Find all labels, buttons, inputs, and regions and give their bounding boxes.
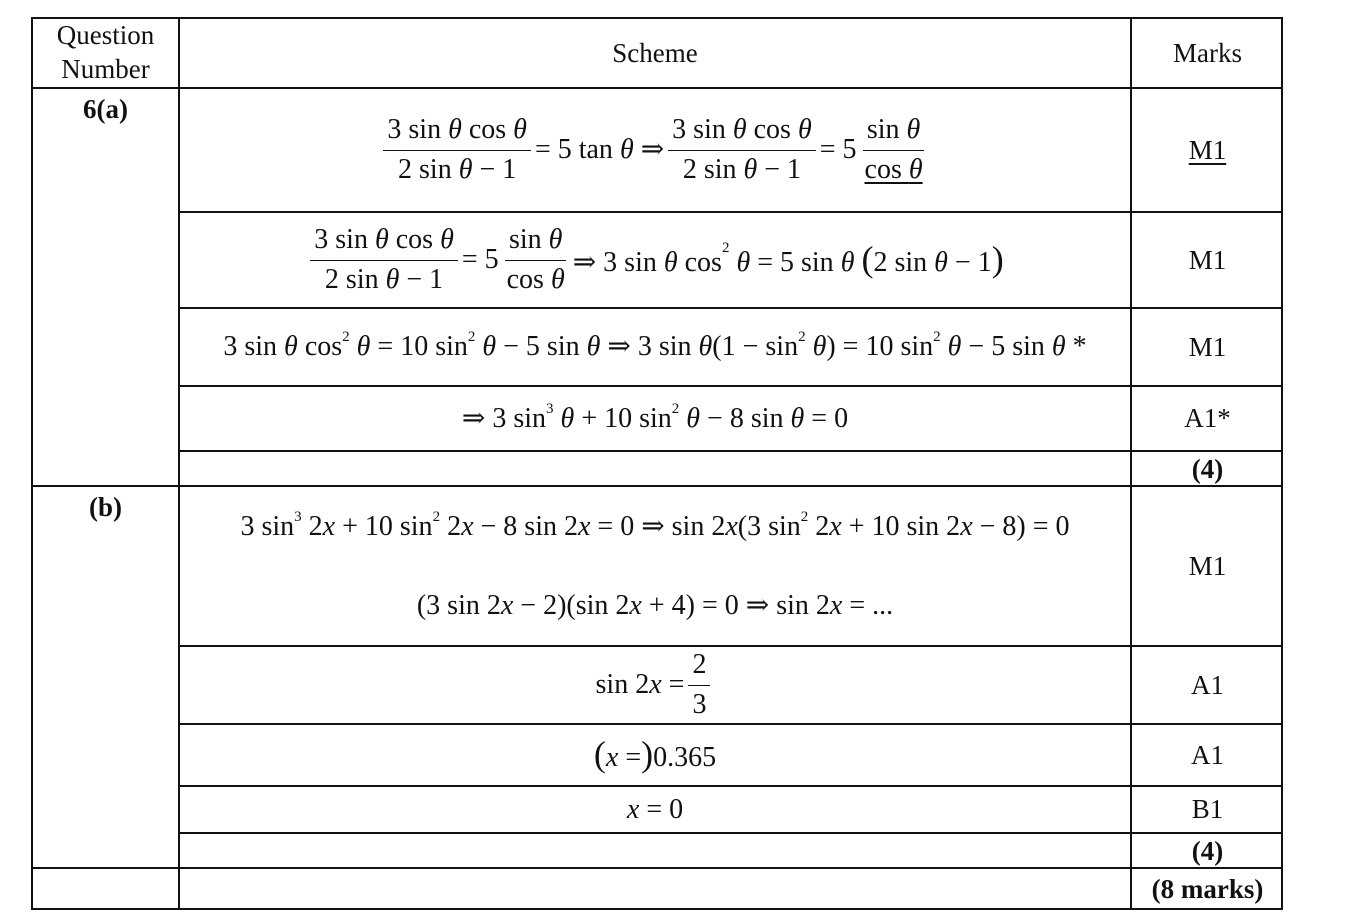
- part-a-total: [1132, 452, 1283, 485]
- mark-a-step-1-text: M1: [1188, 134, 1227, 165]
- header-scheme: [180, 19, 1130, 87]
- scheme-b-step-1: [180, 487, 1130, 645]
- header-marks: [1132, 19, 1283, 87]
- header-scheme-text: Scheme: [612, 37, 698, 68]
- mark-b-step-4-text: B1: [1191, 794, 1224, 825]
- mark-b-step-2-text: A1: [1191, 669, 1224, 700]
- mark-b-step-1-text: M1: [1188, 550, 1227, 581]
- row-divider: [178, 450, 1281, 452]
- header-question-number: [33, 19, 178, 87]
- header-marks-text: Marks: [1173, 37, 1242, 68]
- part-a-label-text: 6(a): [83, 93, 128, 124]
- scheme-b-step-4: x = 0: [626, 793, 684, 825]
- part-b-label-text: (b): [89, 491, 122, 522]
- mark-a-step-2: [1132, 213, 1283, 307]
- mark-a-step-2-text: M1: [1188, 244, 1227, 275]
- mark-scheme-table: [31, 17, 1283, 910]
- mark-a-step-1: [1132, 89, 1283, 211]
- mark-b-step-4: [1132, 787, 1283, 832]
- grand-total: [1132, 869, 1283, 910]
- mark-b-step-2: [1132, 647, 1283, 723]
- mark-b-step-3: [1132, 725, 1283, 785]
- part-a-label: [33, 89, 178, 129]
- part-a-total-text: (4): [1191, 453, 1224, 484]
- scheme-a-step-1: $\frac{\text{3 sin θ cos θ}}{\text{2 sin θ − 1}}$ = 5 tan θ ⇒ $\frac{\text{3 sin θ cos θ}}{\text{2 sin θ − 1}}$ = 5 $\frac{\text{sin θ}}{\text{cos θ}}$: [180, 89, 1130, 211]
- mark-a-step-3-text: M1: [1188, 331, 1227, 362]
- row-divider: [178, 832, 1281, 834]
- scheme-b-step-1-line-1: 3 $\sin^3 2x + 10$ $\sin^2 2x - 8$ sin 2x = 0 ⇒ sin 2x(3 $\sin^2 2x + 10$ sin 2x − 8) = 0: [240, 508, 1070, 542]
- scheme-a-step-3: 3 sin θ $\cos^2 \theta = 10$ $\sin^2 \theta - 5$ sin θ ⇒ 3 $\sin \theta(1 - \sin^2 \theta) = 10$ $\sin^2 \theta - 5$ sin θ *: [223, 329, 1087, 363]
- scheme-b-step-3: (x =)0.365: [593, 733, 717, 774]
- mark-b-step-3-text: A1: [1191, 739, 1224, 770]
- mark-a-step-4: [1132, 387, 1283, 450]
- part-b-total-text: (4): [1191, 835, 1224, 866]
- mark-a-step-4-text: A1*: [1184, 403, 1231, 434]
- grand-total-text: (8 marks): [1151, 874, 1264, 905]
- scheme-b-step-1-line-2: (3 sin 2x − 2)(sin 2x + 4) = 0 ⇒ sin 2x = ...: [416, 589, 894, 621]
- scheme-b-step-2: sin 2x = $\frac{2}{3}$: [180, 647, 1130, 723]
- part-b-total: [1132, 834, 1283, 867]
- scheme-a-step-4: ⇒ 3 $\sin^3 \theta + 10$ $\sin^2 \theta - 8$ sin θ = 0: [461, 400, 849, 434]
- total-divider: [33, 867, 1281, 869]
- part-b-label: [33, 487, 178, 527]
- scheme-a-step-2: $\frac{\text{3 sin θ cos θ}}{\text{2 sin θ − 1}}$ = 5 $\frac{\text{sin θ}}{\text{cos θ}}$ ⇒ 3 sin θ $\cos^2 \theta = 5$ sin θ (2 sin θ − 1): [180, 213, 1130, 307]
- mark-a-step-3: [1132, 309, 1283, 385]
- header-question-number-text: Question Number: [56, 20, 155, 84]
- mark-b-step-1: [1132, 487, 1283, 645]
